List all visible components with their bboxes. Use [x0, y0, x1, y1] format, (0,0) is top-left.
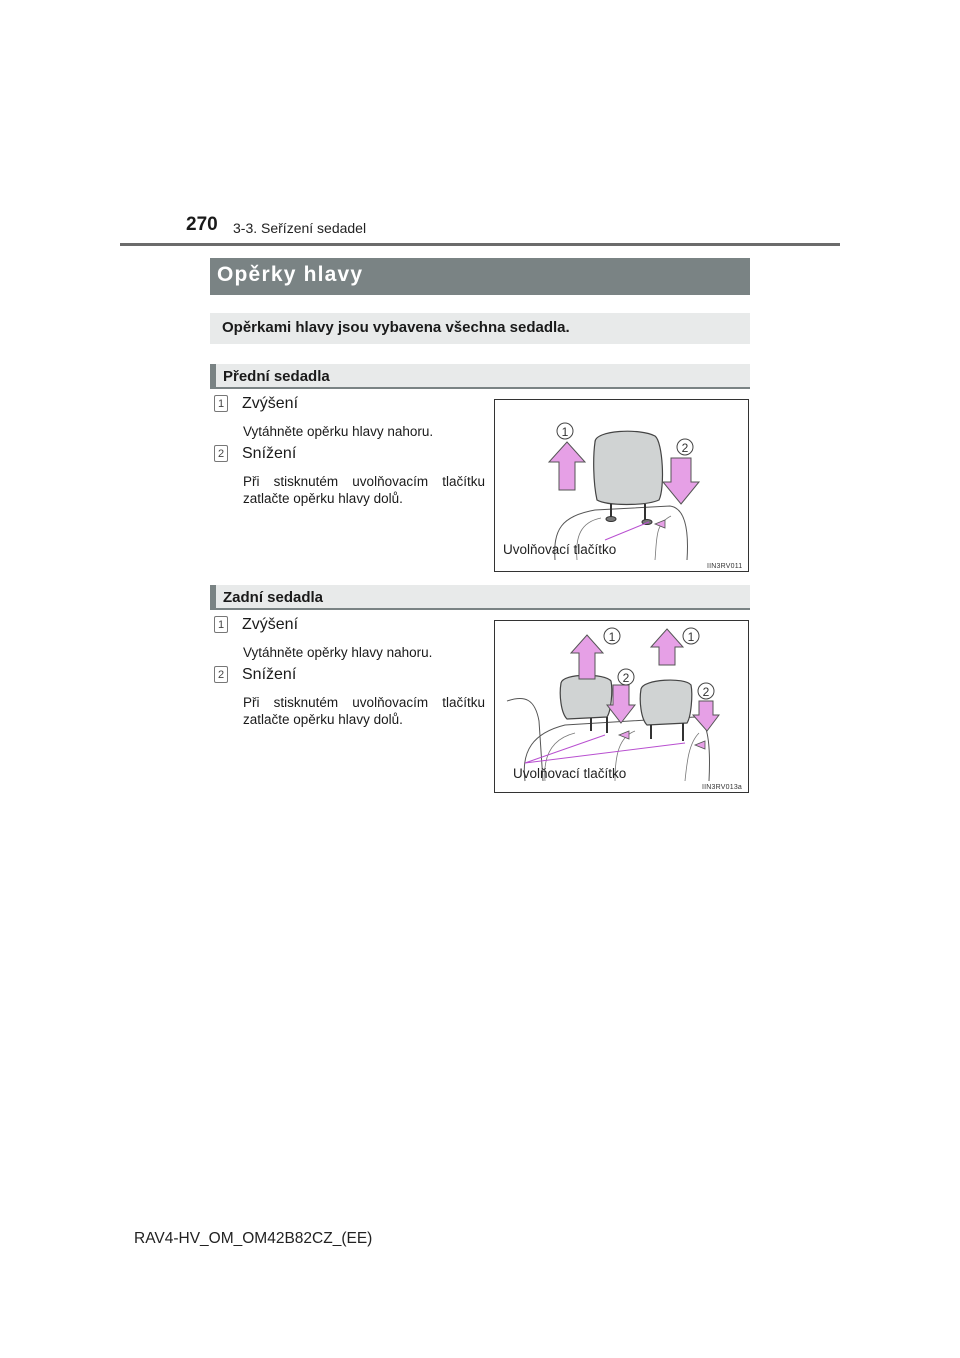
step-title-lower: Snížení [242, 445, 297, 462]
intro-text: Opěrkami hlavy jsou vybavena všechna sedadla. [210, 313, 750, 344]
rear-figure-marker-1b: 1 [687, 630, 695, 644]
page-title: Opěrky hlavy [210, 258, 750, 295]
step-title-raise: Zvýšení [242, 616, 299, 633]
page-number: 270 [186, 214, 218, 235]
front-seats-heading: Přední sedadla [210, 364, 750, 389]
rear-figure-code: IIN3RV013a [702, 784, 743, 791]
step-desc-raise: Vytáhněte opěrku hlavy nahoru. [243, 424, 434, 439]
rear-figure-marker-1: 1 [608, 630, 616, 644]
step-desc-lower: Při stisknutém uvolňovacím tlačítku zatlačte opěrku hlavy dolů. [243, 474, 485, 506]
step-title-lower: Snížení [242, 666, 297, 683]
step-number-1: 1 [214, 616, 228, 633]
section-path: 3-3. Seřízení sedadel [233, 220, 367, 236]
step-title-raise: Zvýšení [242, 395, 299, 412]
rear-seats-heading: Zadní sedadla [210, 585, 750, 610]
step-number-1: 1 [214, 395, 228, 412]
step-number-2: 2 [214, 445, 228, 462]
front-figure-marker-1: 1 [561, 425, 569, 439]
front-headrest-illustration [494, 399, 749, 572]
rear-release-button-label: Uvolňovací tlačítko [513, 766, 627, 781]
step-number-2: 2 [214, 666, 228, 683]
step-desc-lower: Při stisknutém uvolňovacím tlačítku zatlačte opěrku hlavy dolů. [243, 695, 485, 727]
rear-headrest-illustration [494, 620, 749, 793]
front-release-button-label: Uvolňovací tlačítko [503, 542, 617, 557]
rear-figure-marker-2b: 2 [702, 685, 710, 699]
step-desc-raise: Vytáhněte opěrky hlavy nahoru. [243, 645, 433, 660]
front-figure-code: IIN3RV011 [707, 563, 743, 570]
header-rule [120, 243, 840, 246]
document-id: RAV4-HV_OM_OM42B82CZ_(EE) [134, 1230, 373, 1247]
front-figure-marker-2: 2 [681, 441, 689, 455]
rear-figure-marker-2: 2 [622, 671, 630, 685]
